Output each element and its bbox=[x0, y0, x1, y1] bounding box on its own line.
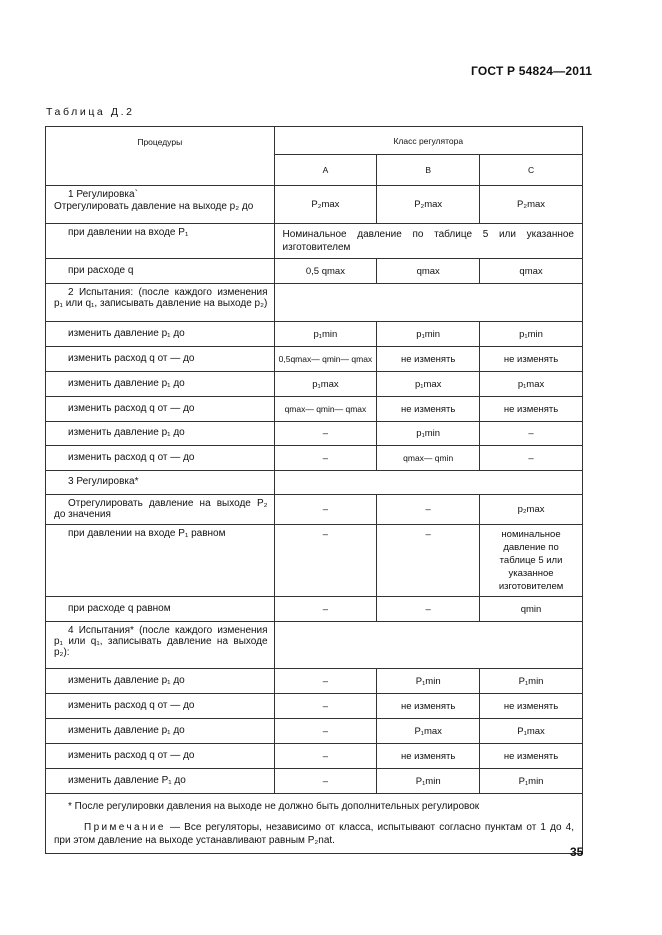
row-label: Отрегулировать давление на выходе p₂ до bbox=[54, 201, 254, 212]
header-class-c: C bbox=[480, 155, 583, 186]
table-row bbox=[46, 186, 583, 224]
section4-title: 4 Испытания* (после каждого изменения p₁ или q₁, записывать давление на выходе p₂): bbox=[46, 622, 275, 669]
footnote: * После регулировки давления на выходе не должно быть дополнительных регулировок bbox=[68, 801, 480, 812]
page-number: 35 bbox=[570, 845, 584, 859]
value-a: – bbox=[274, 446, 377, 471]
row-label-text: при расходе q bbox=[68, 264, 134, 276]
table-row bbox=[46, 694, 583, 719]
table-row bbox=[46, 372, 583, 397]
row-label-text: изменить расход q от — до bbox=[68, 402, 195, 414]
value-b: p₁max bbox=[377, 372, 480, 397]
row-label-text: изменить расход q от — до bbox=[68, 699, 195, 711]
value-b: p₁min bbox=[377, 322, 480, 347]
row-label bbox=[46, 259, 275, 284]
table-caption: Таблица Д.2 bbox=[46, 106, 135, 118]
value-b: qmax bbox=[377, 259, 480, 284]
row-label-text: изменить давление p₁ до bbox=[68, 427, 185, 438]
row-label bbox=[46, 744, 275, 769]
table-row bbox=[46, 794, 583, 854]
section1-title: 1 Регулировка` bbox=[68, 189, 138, 200]
document-standard-header: ГОСТ Р 54824—2011 bbox=[471, 64, 593, 78]
row-label-text: при давлении на входе P₁ bbox=[68, 227, 189, 238]
value-b: P₁min bbox=[377, 669, 480, 694]
value-a: – bbox=[274, 525, 377, 597]
value-b: – bbox=[377, 495, 480, 525]
value-b: P₂max bbox=[377, 186, 480, 224]
procedures-table bbox=[45, 126, 583, 854]
row-label bbox=[46, 446, 275, 471]
table-row bbox=[46, 322, 583, 347]
row-label bbox=[46, 669, 275, 694]
row-label bbox=[46, 224, 275, 259]
table-row bbox=[46, 284, 583, 322]
value-c: – bbox=[480, 422, 583, 446]
value-a: 0,5 qmax bbox=[274, 259, 377, 284]
row-label-text: изменить давление P₁ до bbox=[68, 774, 186, 786]
table-row bbox=[46, 495, 583, 525]
row-label bbox=[46, 719, 275, 744]
value-a: – bbox=[274, 694, 377, 719]
table-row bbox=[46, 471, 583, 495]
section2-title: 2 Испытания: (после каждого изменения p₁ или q₁, записывать давление на выходе p₂) bbox=[46, 284, 275, 322]
value-a: – bbox=[274, 597, 377, 622]
table-row bbox=[46, 397, 583, 422]
value-a: – bbox=[274, 422, 377, 446]
footnote-cell bbox=[46, 794, 583, 854]
section1-cell bbox=[46, 186, 275, 224]
note-text: — Все регуляторы, независимо от класса, испытывают согласно пунктам от 1 до 4, при этом давление на выходе устанавливают равным P₂nat. bbox=[54, 822, 575, 846]
value-b: не изменять bbox=[377, 694, 480, 719]
value-c: p₁min bbox=[480, 322, 583, 347]
value-b: не изменять bbox=[377, 744, 480, 769]
row-label-text: изменить давление p₁ до bbox=[68, 674, 185, 686]
table-row bbox=[46, 347, 583, 372]
row-label-text: при расходе q равном bbox=[68, 602, 171, 614]
value-a: – bbox=[274, 669, 377, 694]
value-c: qmax bbox=[480, 259, 583, 284]
row-label-text: изменить давление p₁ до bbox=[68, 724, 185, 736]
value-b: не изменять bbox=[377, 397, 480, 422]
table-row bbox=[46, 422, 583, 446]
table-row bbox=[46, 769, 583, 794]
value-c: не изменять bbox=[480, 397, 583, 422]
header-procedures: Процедуры bbox=[46, 127, 275, 186]
value-a: P₂max bbox=[274, 186, 377, 224]
row-label bbox=[46, 322, 275, 347]
row-label-text: при давлении на входе P₁ равном bbox=[68, 528, 226, 539]
value-a: – bbox=[274, 744, 377, 769]
empty-cell bbox=[274, 622, 582, 669]
row-label bbox=[46, 422, 275, 446]
row-label bbox=[46, 525, 275, 597]
row-label-text: изменить давление p₁ до bbox=[68, 327, 185, 339]
note bbox=[54, 821, 574, 847]
value-c: не изменять bbox=[480, 347, 583, 372]
table-row bbox=[46, 669, 583, 694]
value-c: P₁min bbox=[480, 769, 583, 794]
value-a: p₁max bbox=[274, 372, 377, 397]
header-class-b: B bbox=[377, 155, 480, 186]
row-label bbox=[46, 769, 275, 794]
value-c: p₁max bbox=[480, 372, 583, 397]
value-c: номинальное давление по таблице 5 или указанное изготовителем bbox=[480, 525, 583, 597]
value-a: 0,5qmax— qmin— qmax bbox=[274, 347, 377, 372]
value-a: – bbox=[274, 769, 377, 794]
row-label: Отрегулировать давление на выходе P₂ до значения bbox=[46, 495, 275, 525]
table-row bbox=[46, 719, 583, 744]
value-b: P₁max bbox=[377, 719, 480, 744]
value-b: не изменять bbox=[377, 347, 480, 372]
header-regulator-class: Класс регулятора bbox=[274, 127, 582, 155]
value-c: не изменять bbox=[480, 744, 583, 769]
header-class-a: A bbox=[274, 155, 377, 186]
empty-cell bbox=[274, 471, 582, 495]
value-a: – bbox=[274, 719, 377, 744]
table-row bbox=[46, 744, 583, 769]
value-c: P₂max bbox=[480, 186, 583, 224]
value-a: – bbox=[274, 495, 377, 525]
value-c: qmin bbox=[480, 597, 583, 622]
value-b: p₁min bbox=[377, 422, 480, 446]
row-label bbox=[46, 597, 275, 622]
row-label bbox=[46, 347, 275, 372]
row-label bbox=[46, 372, 275, 397]
row-label-text: изменить расход q от — до bbox=[68, 451, 195, 463]
value-c: не изменять bbox=[480, 694, 583, 719]
table-row bbox=[46, 446, 583, 471]
section3-cell bbox=[46, 471, 275, 495]
table-row bbox=[46, 622, 583, 669]
value-c: p₂max bbox=[480, 495, 583, 525]
value-b: – bbox=[377, 525, 480, 597]
row-label-text: изменить расход q от — до bbox=[68, 352, 195, 364]
value-c: P₁max bbox=[480, 719, 583, 744]
value-b: P₁min bbox=[377, 769, 480, 794]
table-row bbox=[46, 525, 583, 597]
row-label bbox=[46, 397, 275, 422]
table-row bbox=[46, 224, 583, 259]
table-row bbox=[46, 597, 583, 622]
empty-cell bbox=[274, 284, 582, 322]
value-b: qmax— qmin bbox=[377, 446, 480, 471]
row-label-text: изменить давление p₁ до bbox=[68, 377, 185, 389]
value-c: P₁min bbox=[480, 669, 583, 694]
section3-title: 3 Регулировка* bbox=[68, 476, 139, 487]
value-c: – bbox=[480, 446, 583, 471]
value-a: qmax— qmin— qmax bbox=[274, 397, 377, 422]
value-b: – bbox=[377, 597, 480, 622]
row-label bbox=[46, 694, 275, 719]
row-label-text: изменить расход q от — до bbox=[68, 749, 195, 761]
value-a: p₁min bbox=[274, 322, 377, 347]
inlet-nominal-value: Номинальное давление по таблице 5 или указанное изготовителем bbox=[274, 224, 582, 259]
table-row bbox=[46, 259, 583, 284]
note-label: Примечание bbox=[84, 822, 166, 833]
